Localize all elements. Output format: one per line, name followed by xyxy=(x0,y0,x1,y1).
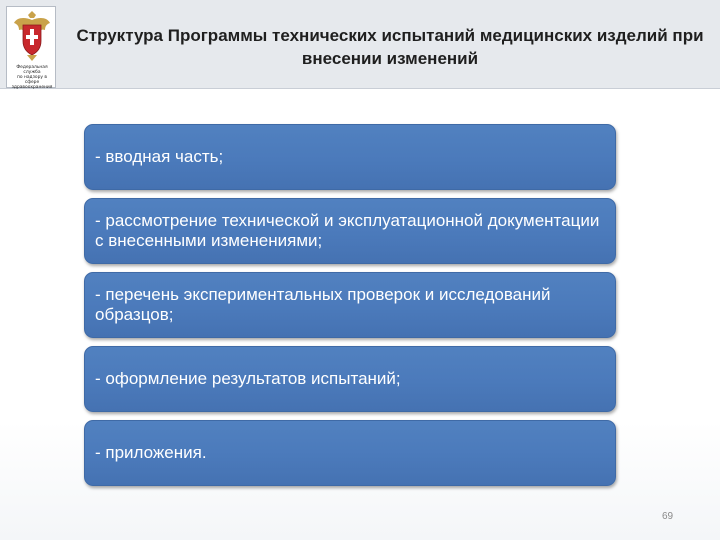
logo-caption: Федеральная служба по надзору в сфере здравоохранения xyxy=(11,65,53,90)
list-item-results xyxy=(84,346,616,412)
page-title: Структура Программы технических испытаний медицинских изделий при внесении изменений xyxy=(76,26,704,68)
list-item-text: - оформление результатов испытаний; xyxy=(95,369,401,388)
list-item-text: - приложения. xyxy=(95,443,207,462)
list-item-checks xyxy=(84,272,616,338)
list-item-documentation-review xyxy=(84,198,616,264)
list-item-appendices xyxy=(84,420,616,486)
roszdravnadzor-logo xyxy=(6,6,56,88)
header-bar xyxy=(0,0,720,89)
list-item-text: - перечень экспериментальных проверок и исследований образцов; xyxy=(95,285,551,324)
page-number: 69 xyxy=(662,511,674,522)
list-item-text: - рассмотрение технической и эксплуатационной документации с внесенными изменениями; xyxy=(95,211,600,250)
list-item-text: - вводная часть; xyxy=(95,147,224,166)
eagle-emblem-icon xyxy=(13,11,51,63)
list-item-intro xyxy=(84,124,616,190)
